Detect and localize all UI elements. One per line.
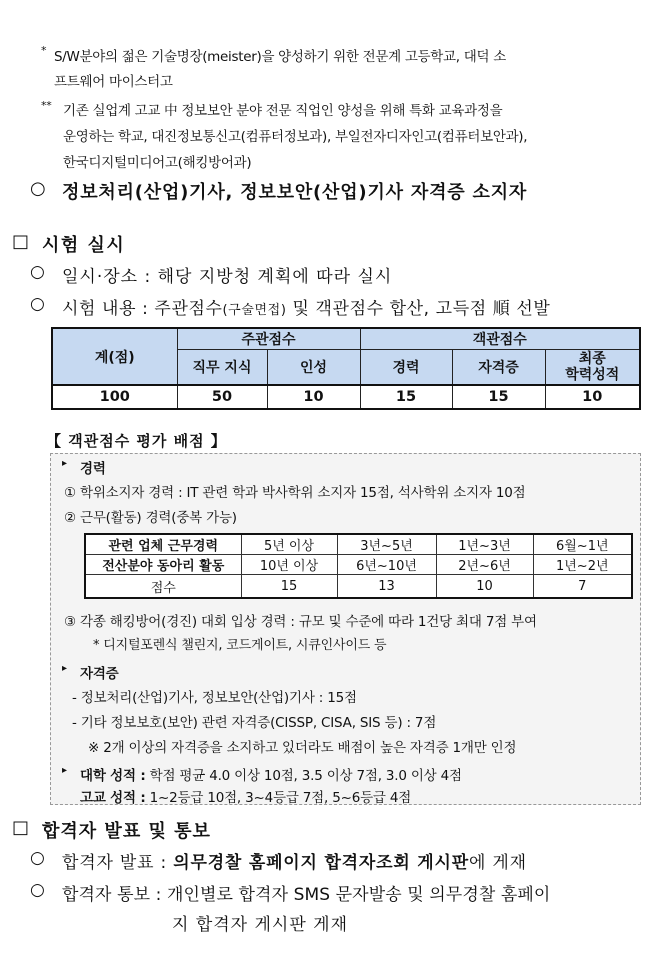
eval-title: 【 객관점수 평가 배점 】 <box>46 432 227 450</box>
triangle-bullet-icon: ▸ <box>62 663 67 674</box>
column-header: 인성 <box>267 350 360 386</box>
license-item: - 기타 정보보호(보안) 관련 자격증(CISSP, CISA, SIS 등) : 7점 <box>72 715 437 731</box>
exam-schedule: 일시·장소 : 해당 지방청 계획에 따라 실시 <box>62 267 393 287</box>
announce-item: 합격자 통보 : 개인별로 합격자 SMS 문자발송 및 의무경찰 홈페이 <box>62 885 551 905</box>
score-cell: 10 <box>267 385 360 409</box>
objective-header: 객관점수 <box>360 328 640 350</box>
career-points: 10 <box>436 575 533 599</box>
column-header: 자격증 <box>452 350 545 386</box>
exam-content: 시험 내용 : 주관점수(구술면접) 및 객관점수 합산, 고득점 順 선발 <box>62 299 551 319</box>
circle-bullet: ○ <box>30 294 46 314</box>
career-points: 13 <box>337 575 436 599</box>
footnote-text: 한국디지털미디어고(해킹방어과) <box>63 155 252 171</box>
career-item: ① 학위소지자 경력 : IT 관련 학과 박사학위 소지자 15점, 석사학위 소지자 10점 <box>64 485 526 501</box>
career-row-label: 전산분야 동아리 활동 <box>85 555 241 575</box>
column-header: 최종 학력성적 <box>545 350 640 386</box>
circle-bullet: ○ <box>30 178 47 199</box>
footnote-mark: ** <box>41 99 52 112</box>
footnote-text: 운영하는 학교, 대진정보통신고(컴퓨터정보과), 부일전자디자인고(컴퓨터보안과), <box>63 129 528 145</box>
column-header: 직무 지식 <box>177 350 267 386</box>
footnote-text: S/W분야의 젊은 기술명장(meister)을 양성하기 위한 전문계 고등학교, 대덕 소 <box>54 49 506 65</box>
footnote-mark: * <box>41 44 47 57</box>
square-bullet: □ <box>12 231 30 252</box>
score-table <box>51 327 641 410</box>
footnote-text: 프트웨어 마이스터고 <box>54 74 173 90</box>
license-item: - 정보처리(산업)기사, 정보보안(산업)기사 : 15점 <box>72 690 357 706</box>
score-cell: 15 <box>452 385 545 409</box>
triangle-bullet-icon: ▸ <box>62 458 67 469</box>
hs-grade: 고교 성적 : 1~2등급 10점, 3~4등급 7점, 5~6등급 4점 <box>80 790 412 806</box>
section-heading: 합격자 발표 및 통보 <box>42 821 211 842</box>
career-cell: 3년~5년 <box>337 534 436 555</box>
career-points: 15 <box>241 575 337 599</box>
career-cell: 6월~1년 <box>533 534 632 555</box>
career-cell: 1년~2년 <box>533 555 632 575</box>
circle-bullet: ○ <box>30 848 46 868</box>
career-row-label: 관련 업체 근무경력 <box>85 534 241 555</box>
score-cell: 50 <box>177 385 267 409</box>
footnote-text: 기존 실업계 고교 中 정보보안 분야 전문 직업인 양성을 위해 특화 교육과정을 <box>63 103 503 119</box>
career-cell: 5년 이상 <box>241 534 337 555</box>
career-table <box>84 533 633 599</box>
score-cell: 100 <box>52 385 177 409</box>
column-header: 경력 <box>360 350 452 386</box>
career-cell: 1년~3년 <box>436 534 533 555</box>
circle-bullet: ○ <box>30 262 46 282</box>
license-note: ※ 2개 이상의 자격증을 소지하고 있더라도 배점이 높은 자격증 1개만 인정 <box>88 740 517 756</box>
career-points: 7 <box>533 575 632 599</box>
license-heading: 자격증 <box>80 666 119 682</box>
career-cell: 10년 이상 <box>241 555 337 575</box>
score-cell: 10 <box>545 385 640 409</box>
circle-bullet: ○ <box>30 880 46 900</box>
announce-item: 합격자 발표 : 의무경찰 홈페이지 합격자조회 게시판에 게재 <box>62 853 527 873</box>
section-heading: 시험 실시 <box>42 235 126 256</box>
career-cell: 2년~6년 <box>436 555 533 575</box>
univ-grade: 대학 성적 : 학점 평균 4.0 이상 10점, 3.5 이상 7점, 3.0 이상 4점 <box>80 768 462 784</box>
career-subitem: * 디지털포렌식 챌린지, 코드게이트, 시큐인사이드 등 <box>93 638 387 653</box>
subjective-header: 주관점수 <box>177 328 360 350</box>
career-cell: 6년~10년 <box>337 555 436 575</box>
score-cell: 15 <box>360 385 452 409</box>
announce-item-cont: 지 합격자 게시판 게재 <box>172 915 349 935</box>
career-item: ② 근무(활동) 경력(중복 가능) <box>64 510 237 526</box>
triangle-bullet-icon: ▸ <box>62 765 67 776</box>
career-heading: 경력 <box>80 461 106 477</box>
license-holder-text: 정보처리(산업)기사, 정보보안(산업)기사 자격증 소지자 <box>62 182 528 203</box>
total-header: 계(점) <box>52 328 177 385</box>
square-bullet: □ <box>12 817 30 838</box>
career-item: ③ 각종 해킹방어(경진) 대회 입상 경력 : 규모 및 수준에 따라 1건당 최대 7점 부여 <box>64 614 537 630</box>
career-points-label: 점수 <box>85 575 241 599</box>
